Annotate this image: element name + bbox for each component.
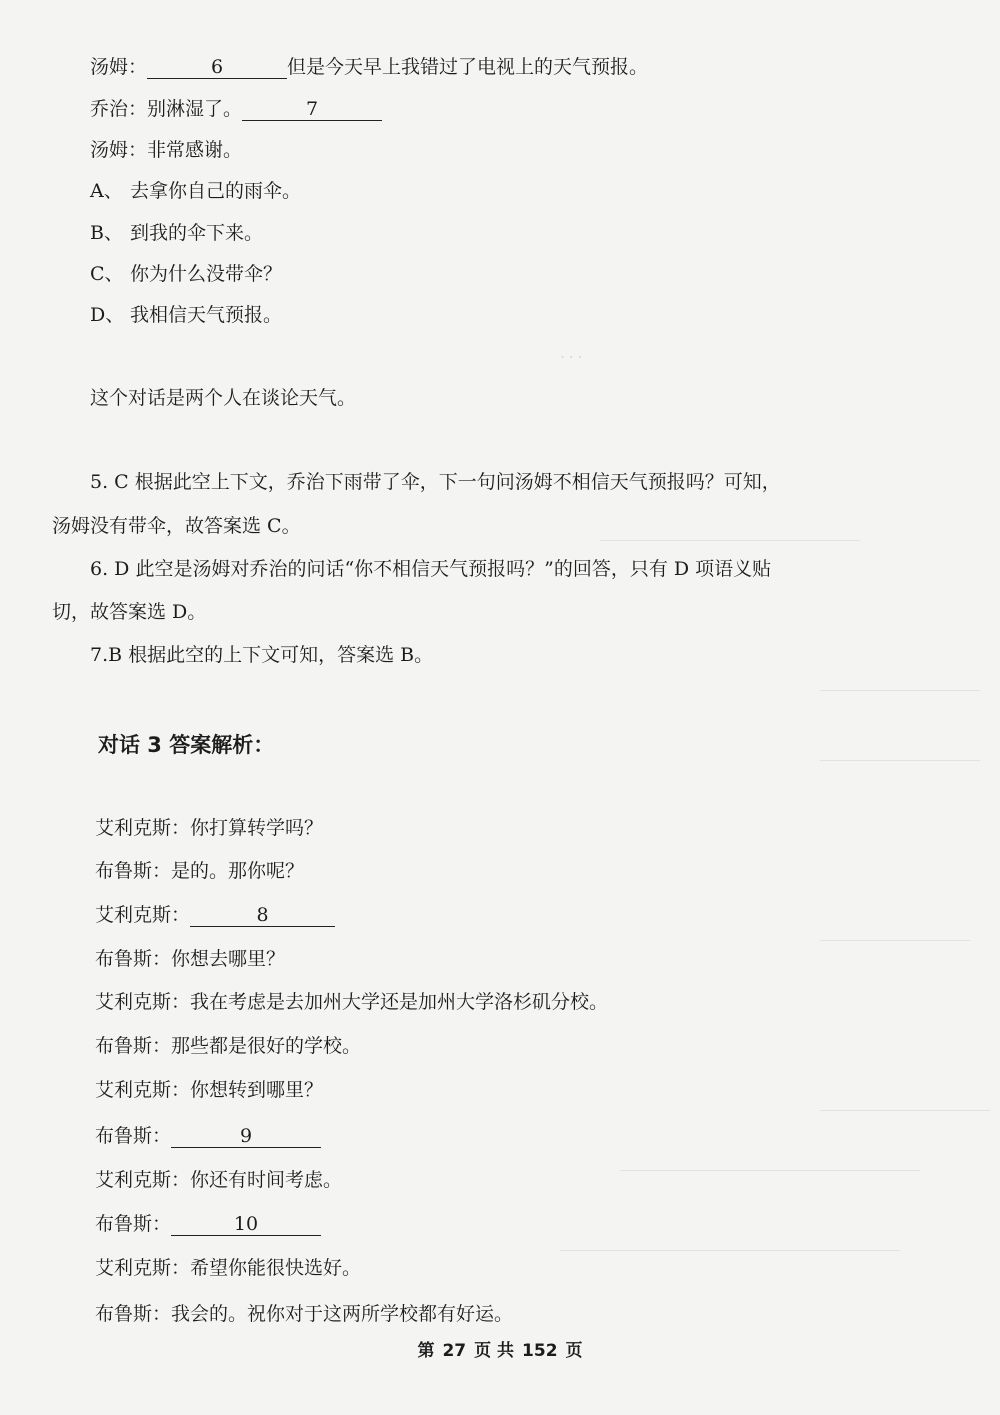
speaker-label: 布鲁斯： bbox=[95, 1035, 172, 1057]
answer-blank: 7 bbox=[242, 98, 382, 121]
page-number: 27 bbox=[442, 1341, 467, 1361]
answer-explanation-6-cont: 切，故答案选 D。 bbox=[52, 601, 207, 623]
dialog-text: 我会的。祝你对于这两所学校都有好运。 bbox=[171, 1303, 514, 1325]
footer-middle: 页 共 bbox=[474, 1341, 515, 1361]
option-item bbox=[90, 303, 282, 327]
speaker-label: 艾利克斯： bbox=[95, 1169, 191, 1191]
speaker-label: 布鲁斯： bbox=[95, 860, 172, 882]
speaker-label: 布鲁斯： bbox=[95, 1213, 172, 1235]
dialog-text: 非常感谢。 bbox=[147, 139, 243, 161]
dialog-line bbox=[95, 1256, 361, 1280]
page-total: 152 bbox=[522, 1341, 558, 1361]
document-page: · · · 汤姆： 6 但是今天早上我错过了电视上的天气预报。 乔治：别淋湿了。 7 汤姆：非常感谢。 A、 去拿你自己的雨伞。 B、 到我的伞下来。 C、 你为什么没带伞？ D、 我相信天气预报。 这个对话是两个人在谈论天气。 5. C 根据此空上下文，乔治下雨带了伞，下一句问汤姆不相信天气预报吗？可知， 汤姆没有带伞，故答案选 C。 6. D 此空是汤姆对乔治的问话“你不相信天气预报吗？”的回答，只有 D 项语义贴 切，故答案选 D。 7.B 根据此空的上下文可知，答案选 B。 对话 3 答案解析： 艾利克斯：你打算转学吗？ 布鲁斯：是的。那你呢？ 艾利克斯： 8 布鲁斯：你想去哪里？ 艾利克斯：我在考虑是去加州大学还是加州大学洛杉矶分校。 布鲁斯：那些都是很好的学校。 艾利克斯：你想转到哪里？ 布鲁斯： 9 艾利克斯：你还有时间考虑。 布鲁斯： 10 艾利克斯：希望你能很快选好。 布鲁斯：我会的。祝你对于这两所学校都有好运。 第 27 页 共 152 页 bbox=[0, 0, 1000, 1415]
option-letter: A、 bbox=[90, 180, 123, 202]
footer-prefix: 第 bbox=[417, 1341, 435, 1361]
dialog-line bbox=[95, 859, 304, 883]
dialog-line bbox=[90, 138, 242, 162]
dialog-line bbox=[95, 1302, 513, 1326]
answer-blank: 10 bbox=[171, 1213, 321, 1236]
dialog-text: 你打算转学吗？ bbox=[190, 817, 324, 839]
speaker-label: 汤姆： bbox=[90, 56, 148, 78]
dialog-line bbox=[95, 1078, 323, 1102]
dialog-text: 希望你能很快选好。 bbox=[190, 1257, 362, 1279]
dialog-line bbox=[95, 947, 285, 971]
dialog-text: 但是今天早上我错过了电视上的天气预报。 bbox=[287, 56, 649, 78]
dialog-text: 别淋湿了。 bbox=[147, 98, 243, 120]
option-text: 你为什么没带伞？ bbox=[130, 263, 283, 285]
option-text: 到我的伞下来。 bbox=[130, 222, 264, 244]
option-item bbox=[90, 221, 263, 245]
option-item bbox=[90, 179, 301, 203]
speaker-label: 布鲁斯： bbox=[95, 1303, 172, 1325]
dialog-text: 那些都是很好的学校。 bbox=[171, 1035, 362, 1057]
answer-blank: 6 bbox=[147, 56, 287, 79]
answer-explanation-7: 7.B 根据此空的上下文可知，答案选 B。 bbox=[90, 644, 434, 666]
dialog-line bbox=[95, 1168, 342, 1192]
option-letter: B、 bbox=[90, 222, 123, 244]
speaker-label: 艾利克斯： bbox=[95, 817, 191, 839]
option-letter: C、 bbox=[90, 263, 124, 285]
dialog-line bbox=[95, 1212, 321, 1236]
answer-explanation-5-cont: 汤姆没有带伞，故答案选 C。 bbox=[52, 515, 301, 537]
option-item bbox=[90, 262, 282, 286]
dialog-line bbox=[90, 55, 648, 79]
answer-blank: 8 bbox=[190, 904, 335, 927]
footer-suffix: 页 bbox=[565, 1341, 583, 1361]
speaker-label: 汤姆： bbox=[90, 139, 148, 161]
page-footer bbox=[0, 1336, 1000, 1361]
speaker-label: 乔治： bbox=[90, 98, 148, 120]
dialog-summary: 这个对话是两个人在谈论天气。 bbox=[90, 387, 357, 409]
option-text: 我相信天气预报。 bbox=[130, 304, 283, 326]
answer-explanation-6: 6. D 此空是汤姆对乔治的问话“你不相信天气预报吗？”的回答，只有 D 项语义贴 bbox=[90, 558, 772, 580]
dialog-line bbox=[95, 1034, 361, 1058]
speaker-label: 艾利克斯： bbox=[95, 904, 191, 926]
option-text: 去拿你自己的雨伞。 bbox=[130, 180, 302, 202]
speaker-label: 布鲁斯： bbox=[95, 1125, 172, 1147]
dialog-text: 你想去哪里？ bbox=[171, 948, 286, 970]
answer-explanation-5: 5. C 根据此空上下文，乔治下雨带了伞，下一句问汤姆不相信天气预报吗？可知， bbox=[90, 471, 781, 493]
dialog-text: 我在考虑是去加州大学还是加州大学洛杉矶分校。 bbox=[190, 991, 609, 1013]
section-heading: 对话 3 答案解析： bbox=[98, 733, 275, 757]
dialog-line bbox=[95, 1124, 321, 1148]
speaker-label: 艾利克斯： bbox=[95, 991, 191, 1013]
dialog-line bbox=[95, 903, 335, 927]
speaker-label: 艾利克斯： bbox=[95, 1257, 191, 1279]
option-letter: D、 bbox=[90, 304, 125, 326]
dialog-line bbox=[95, 816, 323, 840]
dialog-line bbox=[90, 97, 382, 121]
dialog-line bbox=[95, 990, 608, 1014]
answer-blank: 9 bbox=[171, 1125, 321, 1148]
dialog-text: 是的。那你呢？ bbox=[171, 860, 305, 882]
speaker-label: 布鲁斯： bbox=[95, 948, 172, 970]
dialog-text: 你还有时间考虑。 bbox=[190, 1169, 343, 1191]
dialog-text: 你想转到哪里？ bbox=[190, 1079, 324, 1101]
speaker-label: 艾利克斯： bbox=[95, 1079, 191, 1101]
